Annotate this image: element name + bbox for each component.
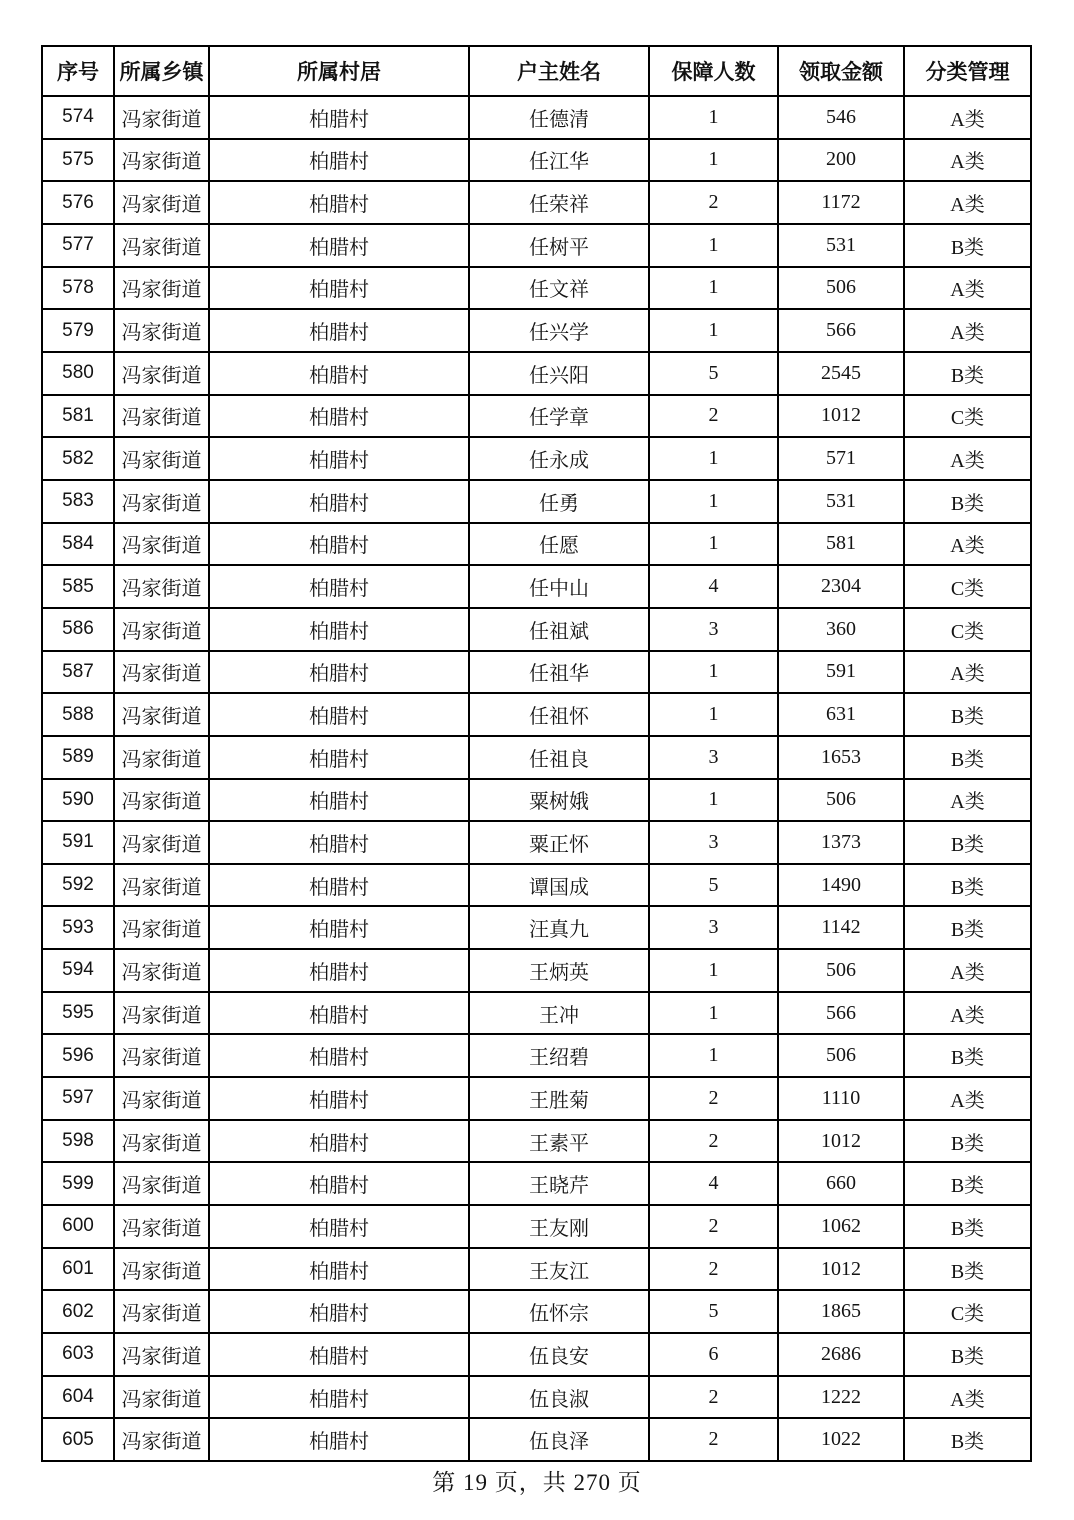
cell-name: 谭国成	[469, 864, 649, 907]
cell-count: 2	[649, 1418, 778, 1461]
cell-count: 3	[649, 906, 778, 949]
cell-serial: 586	[42, 608, 114, 651]
welfare-roster-table	[41, 45, 1032, 1462]
cell-category: B类	[904, 1418, 1031, 1461]
cell-amount: 1110	[778, 1077, 904, 1120]
cell-amount: 2304	[778, 565, 904, 608]
cell-name: 任江华	[469, 139, 649, 182]
cell-serial: 605	[42, 1418, 114, 1461]
cell-village: 柏腊村	[209, 608, 469, 651]
cell-count: 5	[649, 352, 778, 395]
cell-serial: 604	[42, 1376, 114, 1419]
cell-township: 冯家街道	[114, 906, 209, 949]
cell-serial: 574	[42, 96, 114, 139]
cell-village: 柏腊村	[209, 779, 469, 822]
cell-name: 伍怀宗	[469, 1290, 649, 1333]
cell-count: 3	[649, 608, 778, 651]
cell-amount: 1172	[778, 181, 904, 224]
cell-village: 柏腊村	[209, 224, 469, 267]
cell-village: 柏腊村	[209, 352, 469, 395]
cell-category: A类	[904, 992, 1031, 1035]
cell-township: 冯家街道	[114, 1162, 209, 1205]
cell-name: 粟树娥	[469, 779, 649, 822]
cell-village: 柏腊村	[209, 96, 469, 139]
cell-category: A类	[904, 949, 1031, 992]
cell-amount: 1490	[778, 864, 904, 907]
cell-category: B类	[904, 1333, 1031, 1376]
cell-serial: 576	[42, 181, 114, 224]
cell-serial: 584	[42, 523, 114, 566]
cell-amount: 1022	[778, 1418, 904, 1461]
cell-category: B类	[904, 224, 1031, 267]
cell-count: 1	[649, 523, 778, 566]
cell-count: 1	[649, 96, 778, 139]
cell-serial: 602	[42, 1290, 114, 1333]
cell-name: 王晓芹	[469, 1162, 649, 1205]
cell-category: B类	[904, 1162, 1031, 1205]
column-header-amount: 领取金额	[778, 46, 904, 96]
cell-category: B类	[904, 864, 1031, 907]
cell-category: B类	[904, 1034, 1031, 1077]
table-row	[42, 1290, 1031, 1333]
cell-village: 柏腊村	[209, 821, 469, 864]
cell-name: 粟正怀	[469, 821, 649, 864]
cell-amount: 1222	[778, 1376, 904, 1419]
cell-count: 4	[649, 1162, 778, 1205]
cell-village: 柏腊村	[209, 395, 469, 438]
cell-count: 1	[649, 437, 778, 480]
cell-category: A类	[904, 181, 1031, 224]
cell-serial: 588	[42, 693, 114, 736]
cell-township: 冯家街道	[114, 1120, 209, 1163]
cell-amount: 631	[778, 693, 904, 736]
cell-village: 柏腊村	[209, 992, 469, 1035]
cell-serial: 593	[42, 906, 114, 949]
cell-category: B类	[904, 1248, 1031, 1291]
cell-township: 冯家街道	[114, 1077, 209, 1120]
cell-village: 柏腊村	[209, 1290, 469, 1333]
table-row	[42, 523, 1031, 566]
table-row	[42, 565, 1031, 608]
cell-village: 柏腊村	[209, 651, 469, 694]
cell-serial: 587	[42, 651, 114, 694]
table-row	[42, 1034, 1031, 1077]
cell-name: 任文祥	[469, 267, 649, 310]
cell-count: 5	[649, 864, 778, 907]
cell-serial: 595	[42, 992, 114, 1035]
cell-village: 柏腊村	[209, 181, 469, 224]
cell-name: 任祖良	[469, 736, 649, 779]
cell-village: 柏腊村	[209, 523, 469, 566]
cell-count: 3	[649, 736, 778, 779]
cell-category: B类	[904, 1120, 1031, 1163]
cell-village: 柏腊村	[209, 1120, 469, 1163]
cell-village: 柏腊村	[209, 1418, 469, 1461]
cell-serial: 581	[42, 395, 114, 438]
cell-amount: 546	[778, 96, 904, 139]
cell-count: 4	[649, 565, 778, 608]
cell-name: 王绍碧	[469, 1034, 649, 1077]
table-row	[42, 608, 1031, 651]
table-row	[42, 864, 1031, 907]
cell-township: 冯家街道	[114, 437, 209, 480]
cell-serial: 599	[42, 1162, 114, 1205]
cell-township: 冯家街道	[114, 992, 209, 1035]
cell-village: 柏腊村	[209, 1034, 469, 1077]
table-row	[42, 906, 1031, 949]
cell-serial: 598	[42, 1120, 114, 1163]
cell-count: 1	[649, 1034, 778, 1077]
table-row	[42, 736, 1031, 779]
cell-category: A类	[904, 437, 1031, 480]
cell-name: 任中山	[469, 565, 649, 608]
cell-township: 冯家街道	[114, 1333, 209, 1376]
cell-name: 任祖华	[469, 651, 649, 694]
column-header-category: 分类管理	[904, 46, 1031, 96]
cell-name: 王友刚	[469, 1205, 649, 1248]
cell-name: 任德清	[469, 96, 649, 139]
cell-amount: 2545	[778, 352, 904, 395]
cell-count: 2	[649, 1205, 778, 1248]
cell-category: B类	[904, 693, 1031, 736]
cell-amount: 506	[778, 779, 904, 822]
cell-township: 冯家街道	[114, 1248, 209, 1291]
cell-count: 1	[649, 693, 778, 736]
cell-township: 冯家街道	[114, 1376, 209, 1419]
cell-count: 2	[649, 1248, 778, 1291]
cell-count: 1	[649, 779, 778, 822]
cell-name: 伍良安	[469, 1333, 649, 1376]
cell-township: 冯家街道	[114, 523, 209, 566]
cell-serial: 578	[42, 267, 114, 310]
cell-category: C类	[904, 1290, 1031, 1333]
cell-category: B类	[904, 352, 1031, 395]
cell-amount: 360	[778, 608, 904, 651]
table-row	[42, 352, 1031, 395]
cell-village: 柏腊村	[209, 949, 469, 992]
cell-category: A类	[904, 523, 1031, 566]
table-row	[42, 480, 1031, 523]
column-header-name: 户主姓名	[469, 46, 649, 96]
cell-serial: 600	[42, 1205, 114, 1248]
cell-amount: 1865	[778, 1290, 904, 1333]
cell-village: 柏腊村	[209, 309, 469, 352]
cell-name: 任兴阳	[469, 352, 649, 395]
cell-serial: 603	[42, 1333, 114, 1376]
cell-village: 柏腊村	[209, 1248, 469, 1291]
cell-serial: 589	[42, 736, 114, 779]
cell-category: A类	[904, 267, 1031, 310]
cell-category: B类	[904, 821, 1031, 864]
cell-name: 任荣祥	[469, 181, 649, 224]
cell-count: 1	[649, 309, 778, 352]
cell-count: 3	[649, 821, 778, 864]
table-row	[42, 139, 1031, 182]
cell-amount: 200	[778, 139, 904, 182]
cell-serial: 580	[42, 352, 114, 395]
column-header-serial: 序号	[42, 46, 114, 96]
cell-name: 王冲	[469, 992, 649, 1035]
cell-village: 柏腊村	[209, 565, 469, 608]
table-row	[42, 1120, 1031, 1163]
cell-name: 任勇	[469, 480, 649, 523]
cell-name: 王素平	[469, 1120, 649, 1163]
cell-name: 伍良淑	[469, 1376, 649, 1419]
cell-count: 1	[649, 480, 778, 523]
cell-township: 冯家街道	[114, 480, 209, 523]
cell-serial: 601	[42, 1248, 114, 1291]
table-row	[42, 1333, 1031, 1376]
cell-amount: 1012	[778, 395, 904, 438]
cell-amount: 566	[778, 309, 904, 352]
cell-serial: 592	[42, 864, 114, 907]
cell-township: 冯家街道	[114, 352, 209, 395]
cell-category: B类	[904, 736, 1031, 779]
table-row	[42, 1077, 1031, 1120]
cell-amount: 506	[778, 267, 904, 310]
cell-township: 冯家街道	[114, 779, 209, 822]
cell-serial: 597	[42, 1077, 114, 1120]
cell-township: 冯家街道	[114, 1205, 209, 1248]
cell-township: 冯家街道	[114, 821, 209, 864]
cell-serial: 582	[42, 437, 114, 480]
cell-village: 柏腊村	[209, 906, 469, 949]
cell-category: A类	[904, 779, 1031, 822]
cell-name: 任学章	[469, 395, 649, 438]
table-row	[42, 96, 1031, 139]
cell-serial: 575	[42, 139, 114, 182]
cell-name: 王胜菊	[469, 1077, 649, 1120]
cell-township: 冯家街道	[114, 651, 209, 694]
table-row	[42, 1418, 1031, 1461]
cell-category: A类	[904, 1077, 1031, 1120]
column-header-village: 所属村居	[209, 46, 469, 96]
cell-village: 柏腊村	[209, 267, 469, 310]
cell-count: 6	[649, 1333, 778, 1376]
cell-amount: 506	[778, 949, 904, 992]
cell-township: 冯家街道	[114, 693, 209, 736]
table-row	[42, 1376, 1031, 1419]
cell-count: 2	[649, 1077, 778, 1120]
cell-township: 冯家街道	[114, 1290, 209, 1333]
page-number-footer: 第 19 页，共 270 页	[432, 1470, 642, 1495]
cell-name: 伍良泽	[469, 1418, 649, 1461]
cell-amount: 531	[778, 224, 904, 267]
cell-village: 柏腊村	[209, 480, 469, 523]
cell-name: 任祖斌	[469, 608, 649, 651]
cell-township: 冯家街道	[114, 395, 209, 438]
cell-serial: 594	[42, 949, 114, 992]
table-row	[42, 992, 1031, 1035]
cell-count: 1	[649, 224, 778, 267]
cell-count: 5	[649, 1290, 778, 1333]
cell-amount: 1142	[778, 906, 904, 949]
table-row	[42, 437, 1031, 480]
cell-amount: 591	[778, 651, 904, 694]
cell-township: 冯家街道	[114, 565, 209, 608]
cell-village: 柏腊村	[209, 1205, 469, 1248]
cell-village: 柏腊村	[209, 736, 469, 779]
cell-category: B类	[904, 1205, 1031, 1248]
cell-amount: 571	[778, 437, 904, 480]
cell-category: A类	[904, 651, 1031, 694]
cell-amount: 581	[778, 523, 904, 566]
cell-serial: 585	[42, 565, 114, 608]
cell-serial: 577	[42, 224, 114, 267]
cell-amount: 660	[778, 1162, 904, 1205]
cell-amount: 1373	[778, 821, 904, 864]
cell-township: 冯家街道	[114, 224, 209, 267]
cell-amount: 531	[778, 480, 904, 523]
cell-village: 柏腊村	[209, 1376, 469, 1419]
table-row	[42, 1162, 1031, 1205]
table-row	[42, 267, 1031, 310]
cell-township: 冯家街道	[114, 181, 209, 224]
cell-category: A类	[904, 309, 1031, 352]
table-row	[42, 821, 1031, 864]
cell-category: A类	[904, 96, 1031, 139]
cell-amount: 2686	[778, 1333, 904, 1376]
cell-name: 任永成	[469, 437, 649, 480]
cell-township: 冯家街道	[114, 608, 209, 651]
cell-township: 冯家街道	[114, 1034, 209, 1077]
cell-township: 冯家街道	[114, 1418, 209, 1461]
table-row	[42, 949, 1031, 992]
cell-count: 2	[649, 1376, 778, 1419]
table-row	[42, 224, 1031, 267]
table-row	[42, 1205, 1031, 1248]
table-row	[42, 395, 1031, 438]
table-body	[42, 96, 1031, 1461]
table-row	[42, 181, 1031, 224]
cell-count: 1	[649, 992, 778, 1035]
cell-category: C类	[904, 565, 1031, 608]
cell-count: 2	[649, 1120, 778, 1163]
cell-amount: 566	[778, 992, 904, 1035]
cell-township: 冯家街道	[114, 736, 209, 779]
cell-serial: 579	[42, 309, 114, 352]
cell-count: 2	[649, 395, 778, 438]
cell-village: 柏腊村	[209, 1333, 469, 1376]
table-row	[42, 779, 1031, 822]
cell-category: A类	[904, 139, 1031, 182]
table-row	[42, 693, 1031, 736]
cell-village: 柏腊村	[209, 864, 469, 907]
cell-name: 任树平	[469, 224, 649, 267]
cell-serial: 596	[42, 1034, 114, 1077]
cell-amount: 1012	[778, 1120, 904, 1163]
cell-category: A类	[904, 1376, 1031, 1419]
cell-village: 柏腊村	[209, 437, 469, 480]
cell-count: 1	[649, 267, 778, 310]
cell-village: 柏腊村	[209, 1077, 469, 1120]
table-row	[42, 1248, 1031, 1291]
cell-amount: 1012	[778, 1248, 904, 1291]
cell-township: 冯家街道	[114, 949, 209, 992]
cell-name: 汪真九	[469, 906, 649, 949]
cell-village: 柏腊村	[209, 1162, 469, 1205]
cell-name: 任祖怀	[469, 693, 649, 736]
cell-township: 冯家街道	[114, 96, 209, 139]
cell-township: 冯家街道	[114, 864, 209, 907]
cell-serial: 591	[42, 821, 114, 864]
cell-category: B类	[904, 906, 1031, 949]
column-header-township: 所属乡镇	[114, 46, 209, 96]
cell-amount: 1062	[778, 1205, 904, 1248]
cell-name: 王友江	[469, 1248, 649, 1291]
cell-count: 1	[649, 949, 778, 992]
cell-count: 1	[649, 651, 778, 694]
cell-category: B类	[904, 480, 1031, 523]
column-header-count: 保障人数	[649, 46, 778, 96]
cell-count: 2	[649, 181, 778, 224]
cell-township: 冯家街道	[114, 139, 209, 182]
cell-name: 任愿	[469, 523, 649, 566]
cell-serial: 583	[42, 480, 114, 523]
table-row	[42, 651, 1031, 694]
header-row	[42, 46, 1031, 96]
cell-category: C类	[904, 395, 1031, 438]
cell-township: 冯家街道	[114, 267, 209, 310]
cell-village: 柏腊村	[209, 139, 469, 182]
cell-name: 任兴学	[469, 309, 649, 352]
table-row	[42, 309, 1031, 352]
cell-name: 王炳英	[469, 949, 649, 992]
cell-village: 柏腊村	[209, 693, 469, 736]
cell-serial: 590	[42, 779, 114, 822]
cell-amount: 1653	[778, 736, 904, 779]
cell-amount: 506	[778, 1034, 904, 1077]
cell-count: 1	[649, 139, 778, 182]
cell-category: C类	[904, 608, 1031, 651]
cell-township: 冯家街道	[114, 309, 209, 352]
